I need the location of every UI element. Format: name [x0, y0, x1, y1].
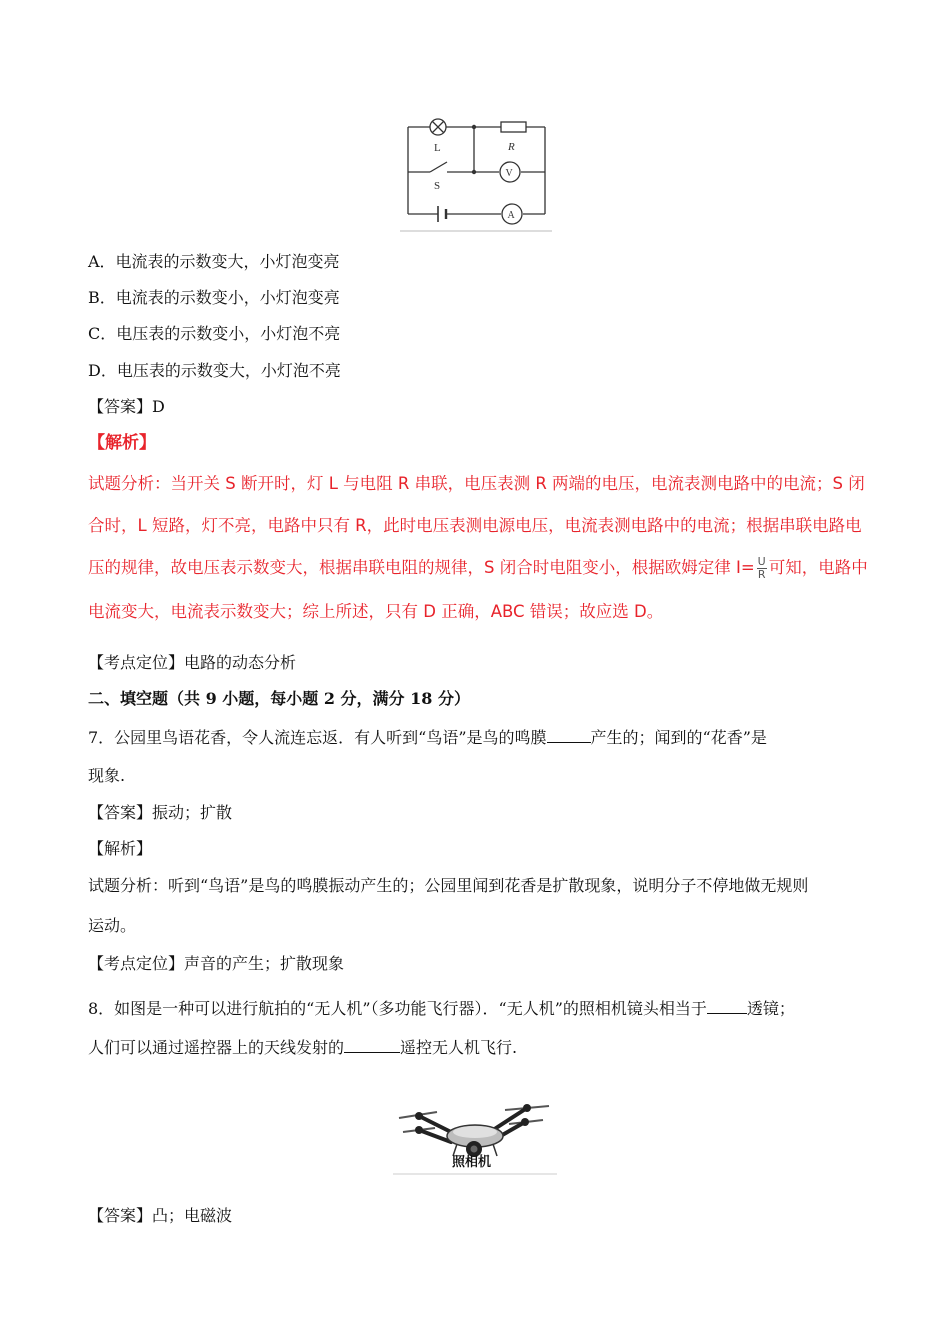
q6-analysis-line-4: 电流变大，电流表示数变大；综上所述，只有 D 正确，ABC 错误；故应选 D。 [88, 602, 664, 621]
q8-line-2-b: 遥控无人机飞行. [400, 1038, 518, 1057]
ammeter-label: A [507, 210, 515, 221]
ohm-fraction [757, 556, 767, 581]
q7-kaodian: 【考点定位】声音的产生；扩散现象 [88, 954, 345, 973]
q7-line-2: 现象. [88, 766, 126, 785]
option-d: D．电压表的示数变大，小灯泡不亮 [88, 361, 341, 380]
q8-line-1 [88, 997, 795, 1019]
q6-analysis-line-1: 试题分析：当开关 S 断开时，灯 L 与电阻 R 串联，电压表测 R 两端的电压，电流表测电路中的电流；S 闭 [88, 474, 865, 493]
voltmeter-label: V [505, 168, 513, 179]
option-a: A．电流表的示数变大，小灯泡变亮 [88, 252, 340, 271]
fraction-denominator: R [757, 568, 766, 581]
q7-analysis-line-2: 运动。 [88, 916, 137, 935]
q6-analysis-line-3-before: 压的规律，故电压表示数变大，根据串联电阻的规律，S 闭合时电阻变小，根据欧姆定律 I= [88, 558, 755, 577]
fraction-numerator: U [757, 555, 766, 568]
circuit-diagram [400, 116, 552, 232]
q6-kaodian: 【考点定位】电路的动态分析 [88, 653, 297, 672]
resistor-label: R [508, 141, 515, 153]
drone-image [399, 1104, 549, 1157]
q8-answer: 【答案】凸；电磁波 [88, 1206, 233, 1225]
option-b: B．电流表的示数变小，小灯泡变亮 [88, 288, 340, 307]
q7-blank-1 [547, 726, 591, 743]
lamp-label: L [434, 142, 441, 154]
q7-line-1 [88, 726, 767, 748]
q8-line-1-b: 透镜； [746, 999, 795, 1018]
q6-analysis-line-2: 合时，L 短路，灯不亮，电路中只有 R，此时电压表测电源电压，电流表测电路中的电流；根据串联电路电 [88, 516, 862, 535]
q7-answer: 【答案】振动；扩散 [88, 803, 233, 822]
q8-line-2 [88, 1036, 517, 1058]
q6-analysis-line-3-after: 可知，电路中 [768, 558, 868, 577]
q7-line-1-a: 7．公园里鸟语花香，令人流连忘返．有人听到“鸟语”是鸟的鸣膜 [88, 728, 547, 747]
q6-analysis-heading: 【解析】 [88, 433, 156, 453]
switch-label: S [434, 180, 441, 192]
q8-line-1-a: 8．如图是一种可以进行航拍的“无人机”（多功能飞行器）．“无人机”的照相机镜头相当于 [88, 999, 707, 1018]
section-2-title: 二、填空题（共 9 小题，每小题 2 分，满分 18 分） [88, 689, 470, 708]
q6-analysis-line-3 [88, 556, 868, 581]
q7-analysis-heading: 【解析】 [88, 839, 153, 858]
q8-line-2-a: 人们可以通过遥控器上的天线发射的 [88, 1038, 345, 1057]
q8-blank-1 [707, 997, 747, 1014]
drone-caption: 照相机 [452, 1155, 492, 1170]
q7-analysis-line-1: 试题分析：听到“鸟语”是鸟的鸣膜振动产生的；公园里闻到花香是扩散现象，说明分子不停地做无规则 [88, 876, 809, 895]
option-c: C．电压表的示数变小，小灯泡不亮 [88, 324, 341, 343]
q8-blank-2 [344, 1036, 400, 1053]
q7-line-1-b: 产生的；闻到的“花香”是 [590, 728, 767, 747]
q6-answer: 【答案】D [88, 397, 165, 416]
